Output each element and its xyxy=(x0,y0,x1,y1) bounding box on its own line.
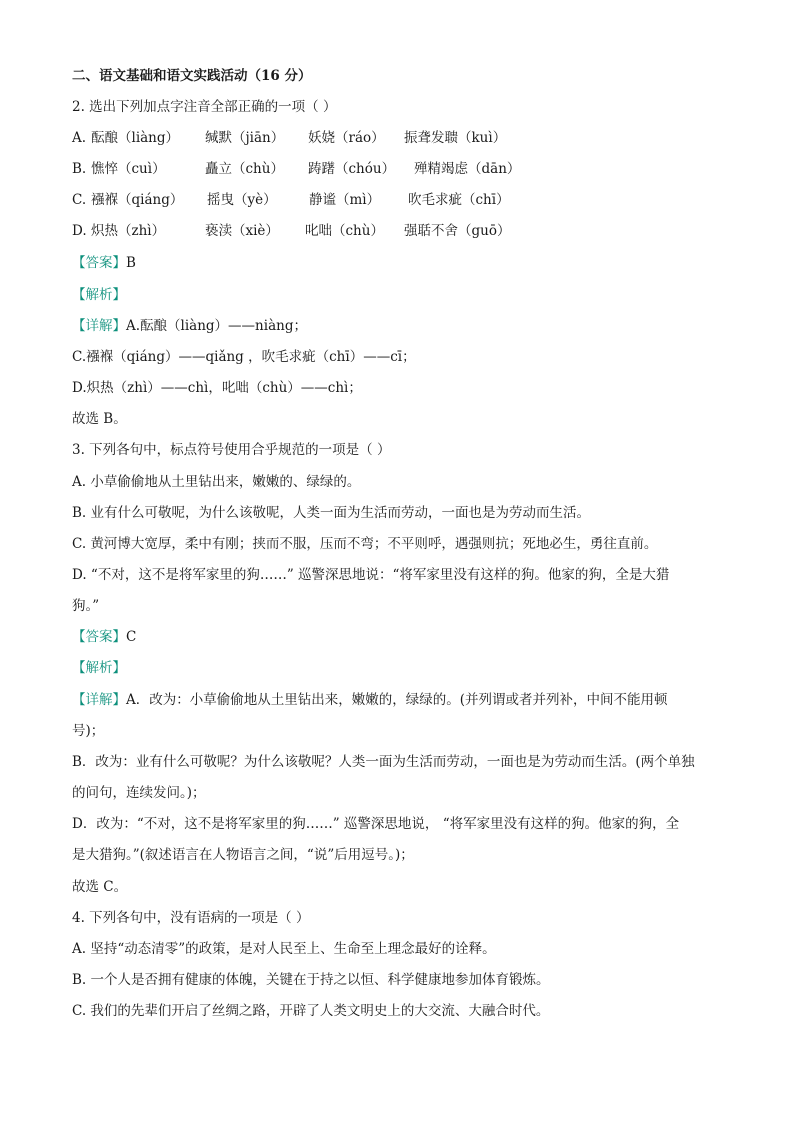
q2-detail-tag: 【详解】 xyxy=(72,318,126,334)
q2-option-b-item-2: 矗立（chù） xyxy=(205,161,284,177)
q3-stem: 3. 下列各句中，标点符号使用合乎规范的一项是（ ） xyxy=(72,442,391,458)
q2-option-b-item-1: 憔悴（cuì） xyxy=(91,161,166,177)
q3-option-d-cont: 狗。” xyxy=(72,598,100,614)
section-title: 二、语文基础和语文实践活动（16 分） xyxy=(72,68,312,84)
q2-detail-line-4: 故选 B。 xyxy=(72,411,127,427)
q2-option-c-label: C. xyxy=(72,192,87,208)
q2-option-a-item-1: 酝酿（liàng） xyxy=(91,130,180,146)
q3-option-a: A. 小草偷偷地从土里钻出来，嫩嫩的、绿绿的。 xyxy=(72,474,361,490)
q3-answer-value: C xyxy=(126,629,137,645)
q2-answer-tag: 【答案】 xyxy=(72,255,126,271)
q3-detail-line-4: 的问句，连续发问。)； xyxy=(72,785,206,801)
q3-detail-line-3: B．改为：业有什么可敬呢？为什么该敬呢？人类一面为生活而劳动，一面也是为劳动而生活。(两个单独 xyxy=(72,754,695,770)
q2-option-a-item-3: 妖娆（ráo） xyxy=(308,130,385,146)
q3-answer xyxy=(72,627,136,647)
q3-detail-line-6: 是大猎狗。”(叙述语言在人物语言之间，“说”后用逗号。)； xyxy=(72,847,414,863)
q3-detail-line-5: D．改为：“不对，这不是将军家里的狗……” 巡警深思地说， “将军家里没有这样的狗。他家的狗，全 xyxy=(72,816,680,832)
q3-detail-line-7: 故选 C。 xyxy=(72,879,128,895)
q2-analysis-tag: 【解析】 xyxy=(72,287,126,303)
q2-option-c-item-1: 襁褓（qiáng） xyxy=(91,192,184,208)
q2-option-d-item-4: 强聒不舍（guō） xyxy=(404,223,511,239)
q2-option-c-item-4: 吹毛求疵（chī） xyxy=(408,192,510,208)
q2-option-b-label: B. xyxy=(72,161,87,177)
q2-detail-line-1 xyxy=(72,316,307,336)
q3-option-b: B. 业有什么可敬呢，为什么该敬呢，人类一面为生活而劳动，一面也是为劳动而生活。 xyxy=(72,505,591,521)
q2-detail-text-1: A.酝酿（liàng）——niàng； xyxy=(126,318,307,334)
q3-detail-line-1 xyxy=(72,690,668,710)
q2-option-c-item-2: 摇曳（yè） xyxy=(207,192,277,208)
q2-option-a-item-4: 振聋发聩（kuì） xyxy=(404,130,507,146)
q2-stem: 2. 选出下列加点字注音全部正确的一项（ ） xyxy=(72,99,337,115)
q4-option-a: A. 坚持“动态清零”的政策，是对人民至上、生命至上理念最好的诠释。 xyxy=(72,941,496,957)
q2-detail-line-2: C.襁褓（qiáng）——qiǎng ，吹毛求疵（chī）——cī； xyxy=(72,349,416,365)
q2-option-d-item-1: 炽热（zhì） xyxy=(91,223,166,239)
q3-option-d: D. “不对，这不是将军家里的狗……” 巡警深思地说：“将军家里没有这样的狗。他家的狗，全是大猎 xyxy=(72,567,670,583)
q2-option-d-label: D. xyxy=(72,223,87,239)
q2-option-b-item-4: 殚精竭虑（dān） xyxy=(414,161,521,177)
q2-option-d-item-3: 叱咄（chù） xyxy=(305,223,384,239)
q3-detail-line-2: 号)； xyxy=(72,723,105,739)
q2-option-a-label: A. xyxy=(72,130,87,146)
q4-option-c: C. 我们的先辈们开启了丝绸之路，开辟了人类文明史上的大交流、大融合时代。 xyxy=(72,1003,550,1019)
q4-option-b: B. 一个人是否拥有健康的体魄，关键在于持之以恒、科学健康地参加体育锻炼。 xyxy=(72,972,550,988)
q4-stem: 4. 下列各句中，没有语病的一项是（ ） xyxy=(72,910,310,926)
q3-detail-text-1: A．改为：小草偷偷地从土里钻出来，嫩嫩的，绿绿的。(并列谓或者并列补，中间不能用顿 xyxy=(126,692,668,708)
q3-option-c: C. 黄河博大宽厚，柔中有刚；挟而不服，压而不弯；不平则呼，遇强则抗；死地必生，勇往直前。 xyxy=(72,536,658,552)
q3-answer-tag: 【答案】 xyxy=(72,629,126,645)
q2-answer xyxy=(72,253,136,273)
q2-option-a-item-2: 缄默（jiān） xyxy=(205,130,285,146)
q2-option-b-item-3: 踌躇（chóu） xyxy=(308,161,396,177)
q3-detail-tag: 【详解】 xyxy=(72,692,126,708)
q2-answer-value: B xyxy=(126,255,136,271)
q3-analysis-tag: 【解析】 xyxy=(72,660,126,676)
q2-detail-line-3: D.炽热（zhì）——chì，叱咄（chù）——chì； xyxy=(72,380,362,396)
q2-option-c-item-3: 静谧（mì） xyxy=(309,192,381,208)
q2-option-d-item-2: 亵渎（xiè） xyxy=(205,223,279,239)
